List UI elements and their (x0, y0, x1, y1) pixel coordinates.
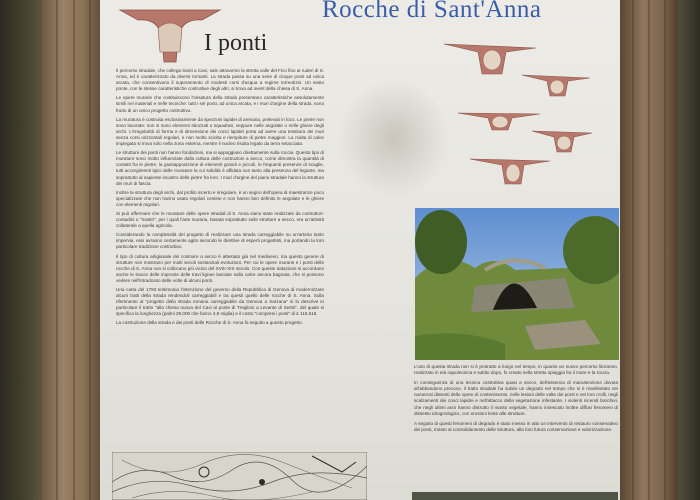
body-paragraph: La costruzione della strada e dei ponti delle Rocche di S. Anna fa seguito a questo progetto. (116, 320, 303, 326)
body-paragraph: Le strutture dei ponti non hanno fondazioni, ma si appoggiano direttamente sulla roccia. Questo tipo di murature sono molto influenzate dalla cultura delle costruzioni a secco, come dimostra la quantità di contatti fra le pietre, la giustapposizione di elementi grandi e piccoli, le frequenti presenze di scaglie, tutti accorgimenti tipici delle murature la cui solidità è affidata non tanto alla presenza del legante, ma soprattutto al sapiente incastro delle pietre fra loro. I muri d'argine del piano stradale hanno la struttura dei muri di fascia. (116, 150, 324, 186)
wooden-post-left (42, 0, 102, 500)
body-text (116, 68, 324, 330)
weathering-stain (338, 78, 450, 198)
body-paragraph: Le opere murarie che costituiscono l'ossatura della strada presentano caratteristiche assolutamente simili nei materiali e nelle tecniche: tutti i sei ponti, ad unica arcata, e i muri d'argine della strada, sono frutto di un unico progetto costruttivo. (116, 95, 324, 113)
bridge-arrow-icon (520, 72, 592, 98)
body-paragraph: Il tipo di cultura artigianale del costruire a secco è attestato già nel medioevo, ma questo genere di strutture non mostrano per molti secoli sostanziali evoluzioni. Per cui le opere murarie e i ponti delle rocche di S. Anna non si collocano più vicino del XVIII-XIX secolo. Con queste datazione si accordano anche le tracce delle impronte delle travi lignee lasciate sulla calce ancora bagnata, che si possono vedere nell'intradosso delle volte di alcuni ponti. (116, 253, 324, 283)
caption-paragraph: L'uso di questa strada non si è protratto a lungo nel tempo, in quanto un nuovo percorso litoraneo, realizzato in età napoleonica e subito dopo, fu creato nella stretta spiaggia fra il mare e la roccia. (414, 364, 618, 376)
sign-title: Rocche di Sant'Anna (322, 0, 542, 23)
body-paragraph: Una carta del 1793 testimonia l'intenzione del governo della Repubblica di Genova di modernizzare alcuni tratti della strada rendendoli carreggiabili e tra questi quello delle rocche di S. Anna. Sulla riferimento al "progetto della strada romana carreggiabile da Genova a Sarzana" si lo descrive in particolare il tratto "alla chiesa nuova del Cavi al ponte di Treglioni a Levante di Sestri", del quale si specifica la lunghezza (palmi 29.000 che fanno 4,8 miglia) e il costo "compresi i ponti" di £ 115.616. (116, 287, 324, 317)
topographic-map (112, 452, 367, 500)
wooden-post-right (620, 0, 678, 500)
information-panel (100, 0, 620, 500)
bridge-arrow-icon (468, 156, 552, 186)
bridge-arrow-icon (530, 128, 594, 154)
photo-caption (414, 364, 618, 437)
body-paragraph: Si può affermare che le murature delle opere stradali di S. Anna siano state realizzate da costruttori-contadini o "mastri", per i quali l'arte muraria, basata soprattutto sulle strutture a secco, era un'attività collaterale a quella agricola. (116, 210, 324, 229)
bridge-photo (415, 208, 619, 360)
caption-paragraph: In conseguenza di una tecnica costruttiva quasi a secco, dell'assenza di manutenzione dovuta all'abbandono precoce, il tratto stradale ha subito un degrado nel tempo che si è manifestato nei numerosi dissesti delle opere di contenimento, nelle lesioni delle volte dei ponti e nei loro crolli, negli scalzamenti dei conci lapidei e nell'attacco della vegetazione infestante. I violenti incendi boschivi, che negli ultimi anni hanno distrutto il manto vegetale, hanno innescato inoltre diffusi fenomeni di dissesto idrogeologico, con erosioni lente alle strutture. (414, 380, 618, 416)
body-paragraph: La muratura è costruita esclusivamente da spezzoni lapidei di arenaria, prelevati in loco. Le pietre non sono lavorate: non si sono elementi sbozzati o squadrati, neppure nelle angolate o nelle ghiere degli archi. L'irregolarità di forma e di dimensione dei conci lapidei porta ad avere una tessitura dei muri senza corsi orizzontali regolari, e non molto sciolta e riempiture di pietre maggiori. La malta di calce impiegata si trova solo nella zona esterna, mentre il nucleo risulta legato da terra setacciata. (116, 116, 324, 147)
section-title: I ponti (204, 30, 268, 56)
bridge-arrow-icon (442, 40, 538, 76)
body-paragraph: Inoltre la struttura degli archi, dal profilo incerto e irregolare, è un segno dell'opera di maestranze poco specializzate che non hanno usato regolari centine e non hanno ben definito le angolate e le ghiere con elementi regolari. (116, 189, 324, 207)
body-paragraph: Il percorso stradale, che collega Santi a Cavi, sale attraverso la stretta valle del Fico fino ai ruderi di S. Anna, ed è caratterizzato da diversi tornanti. La strada passa su una serie di cinque ponti ad unica arcata, che consentivano il superamento di modesti corsi d'acqua a regime torrentizio. Un sesto ponte, con le stesse caratteristiche costruttive degli altri, si trova ad ovest della chiesa di S. Anna. (116, 68, 324, 92)
second-map-edge (412, 492, 618, 500)
caption-paragraph: A seguito di questi fenomeni di degrado è stato messo in atto un intervento di restauro conservativo dei ponti, mirato al consolidamento delle strutture, alla loro futura conservazione e valorizzazione. (414, 420, 618, 432)
body-paragraph: Considerando la complessità del progetto di realizzare una strada carreggiabile su un'arteria tanto impervia, essi avranno certamente agito secondo le direttive di esperti progettisti, ma portando la loro particolare tradizione costruttiva. (116, 232, 324, 250)
